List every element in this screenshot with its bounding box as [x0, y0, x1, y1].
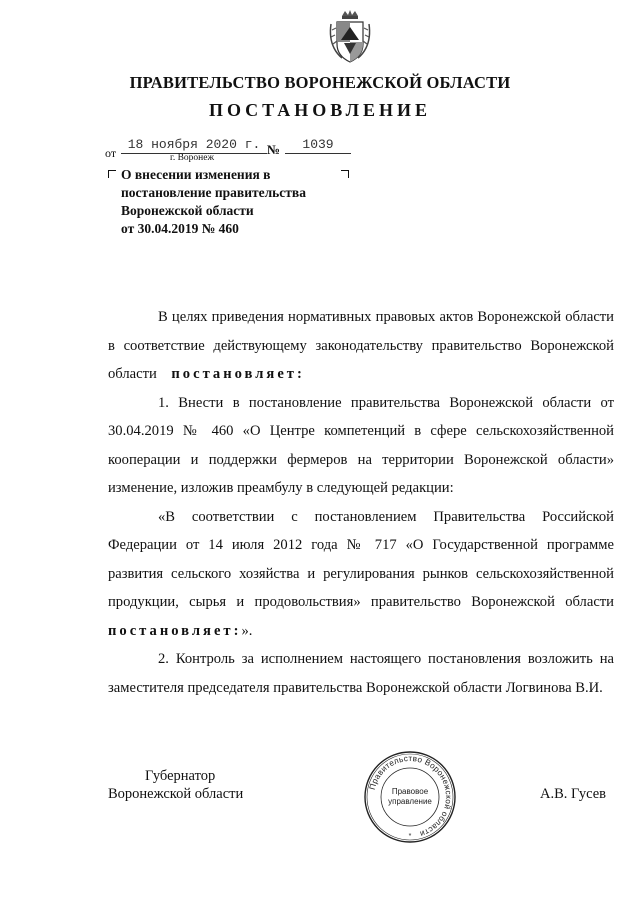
city-label: г. Воронеж: [170, 153, 215, 163]
document-date: 18 ноября 2020 г.: [121, 137, 267, 154]
subject-corner-right: [341, 170, 349, 178]
paragraph-text: В целях приведения нормативных правовых актов Воронежской области в соответствие действующему законодательству правительство Воронежской области: [108, 309, 614, 382]
document-number: 1039: [285, 137, 351, 154]
svg-text:управление: управление: [388, 797, 432, 806]
signatory-title-line2: Воронежской области: [108, 786, 244, 802]
paragraph-text: «В соответствии с постановлением Правительства Российской Федерации от 14 июля 2012 года № 717 «О Государственной программе развития сельского хозяйства и регулирования рынков сельскохозяйственной продукции, сырья и продовольствия» правительство Воронежской области: [108, 508, 614, 610]
coat-of-arms-icon: [328, 10, 372, 66]
svg-text:*: *: [408, 833, 412, 840]
number-label: №: [267, 142, 281, 157]
resolves-keyword: постановляет:: [171, 366, 305, 382]
document-body: [108, 303, 614, 702]
paragraph-quoted-preamble: [108, 503, 614, 646]
subject-line: постановление правительства: [121, 185, 306, 200]
paragraph-preamble: [108, 303, 614, 389]
subject-line: от 30.04.2019 № 460: [121, 221, 239, 236]
signatory-name: А.В. Гусев: [540, 786, 606, 802]
dateline: [105, 137, 365, 167]
date-from-label: от: [105, 146, 117, 160]
svg-text:Правовое: Правовое: [391, 787, 429, 796]
svg-text:Правительство Воронежской обла: Правительство Воронежской области: [367, 753, 454, 839]
document-subject: [121, 166, 341, 238]
subject-corner-left: [108, 170, 116, 178]
paragraph-item-2: 2. Контроль за исполнением настоящего постановления возложить на заместителя председателя правительства Воронежской области Логвинова В.И.: [108, 651, 614, 696]
paragraph-item-1: 1. Внести в постановление правительства Воронежской области от 30.04.2019 № 460 «О Центре компетенций в сфере сельскохозяйственной кооперации и поддержки фермеров на территории Воронежской области» изменение, изложив преамбулу в следующей редакции:: [108, 394, 614, 496]
quote-end: ».: [241, 622, 253, 639]
legal-department-stamp: [363, 750, 457, 844]
subject-line: Воронежской области: [121, 203, 254, 218]
document-type: ПОСТАНОВЛЕНИЕ: [208, 100, 432, 120]
subject-line: О внесении изменения в: [121, 167, 271, 182]
resolves-keyword: постановляет:: [108, 622, 242, 639]
signatory-title-line1: Губернатор: [145, 768, 216, 784]
organization-name: ПРАВИТЕЛЬСТВО ВОРОНЕЖСКОЙ ОБЛАСТИ: [129, 73, 511, 92]
